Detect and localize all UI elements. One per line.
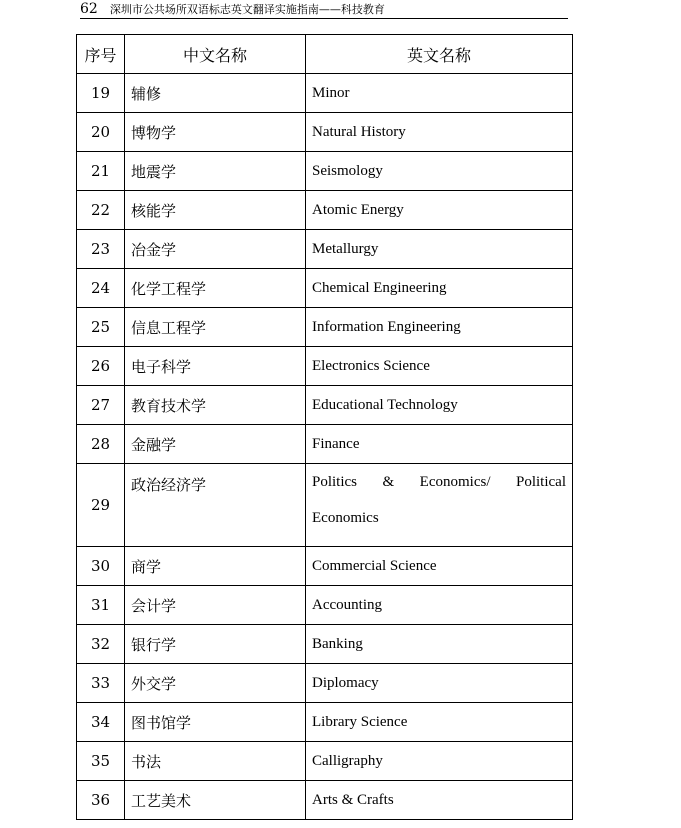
row-english-name: Arts & Crafts <box>306 781 573 820</box>
table-row <box>77 425 573 464</box>
row-number: 28 <box>77 425 125 464</box>
row-number: 19 <box>77 74 125 113</box>
row-number: 34 <box>77 703 125 742</box>
running-title: 深圳市公共场所双语标志英文翻译实施指南——科技教育 <box>109 3 385 16</box>
row-english-name: Electronics Science <box>306 347 573 386</box>
row-english-name: Banking <box>306 625 573 664</box>
row-number: 26 <box>77 347 125 386</box>
column-header-english: 英文名称 <box>306 35 573 74</box>
running-header <box>80 0 568 19</box>
row-chinese-name: 电子科学 <box>125 347 306 386</box>
row-number: 25 <box>77 308 125 347</box>
row-number: 20 <box>77 113 125 152</box>
column-header-chinese: 中文名称 <box>125 35 306 74</box>
row-chinese-name: 化学工程学 <box>125 269 306 308</box>
row-chinese-name: 书法 <box>125 742 306 781</box>
table-row <box>77 742 573 781</box>
row-number: 30 <box>77 547 125 586</box>
row-english-name: Seismology <box>306 152 573 191</box>
table-row <box>77 74 573 113</box>
table-row <box>77 269 573 308</box>
row-english-name: Library Science <box>306 703 573 742</box>
row-english-name: Calligraphy <box>306 742 573 781</box>
row-english-name: Accounting <box>306 586 573 625</box>
row-chinese-name: 信息工程学 <box>125 308 306 347</box>
row-chinese-name: 地震学 <box>125 152 306 191</box>
row-english-name: Politics & Economics/ Political Economics <box>306 464 573 547</box>
row-english-name: Natural History <box>306 113 573 152</box>
row-english-name: Minor <box>306 74 573 113</box>
row-chinese-name: 辅修 <box>125 74 306 113</box>
table-row <box>77 191 573 230</box>
row-english-name: Atomic Energy <box>306 191 573 230</box>
table-header-row <box>77 35 573 74</box>
table-row <box>77 464 573 547</box>
row-chinese-name: 教育技术学 <box>125 386 306 425</box>
row-chinese-name: 银行学 <box>125 625 306 664</box>
row-number: 21 <box>77 152 125 191</box>
row-english-name: Metallurgy <box>306 230 573 269</box>
row-chinese-name: 工艺美术 <box>125 781 306 820</box>
table-row <box>77 547 573 586</box>
row-number: 29 <box>77 464 125 547</box>
row-number: 36 <box>77 781 125 820</box>
row-number: 35 <box>77 742 125 781</box>
row-chinese-name: 图书馆学 <box>125 703 306 742</box>
row-chinese-name: 核能学 <box>125 191 306 230</box>
row-english-name: Information Engineering <box>306 308 573 347</box>
row-chinese-name: 金融学 <box>125 425 306 464</box>
page-number: 62 <box>80 1 98 17</box>
row-chinese-name: 外交学 <box>125 664 306 703</box>
row-number: 31 <box>77 586 125 625</box>
table-row <box>77 664 573 703</box>
table-row <box>77 586 573 625</box>
row-chinese-name: 商学 <box>125 547 306 586</box>
row-number: 32 <box>77 625 125 664</box>
glossary-table <box>76 34 573 820</box>
table-row <box>77 347 573 386</box>
row-number: 24 <box>77 269 125 308</box>
table-row <box>77 152 573 191</box>
column-header-number: 序号 <box>77 35 125 74</box>
table-row <box>77 308 573 347</box>
row-english-name: Commercial Science <box>306 547 573 586</box>
row-english-name: Diplomacy <box>306 664 573 703</box>
row-number: 33 <box>77 664 125 703</box>
row-english-name: Chemical Engineering <box>306 269 573 308</box>
table-row <box>77 625 573 664</box>
row-number: 22 <box>77 191 125 230</box>
row-chinese-name: 政治经济学 <box>125 464 306 547</box>
row-number: 27 <box>77 386 125 425</box>
table-row <box>77 230 573 269</box>
row-english-name: Educational Technology <box>306 386 573 425</box>
row-chinese-name: 博物学 <box>125 113 306 152</box>
table-row <box>77 781 573 820</box>
row-chinese-name: 冶金学 <box>125 230 306 269</box>
row-english-name: Finance <box>306 425 573 464</box>
table-row <box>77 386 573 425</box>
table-row <box>77 703 573 742</box>
row-chinese-name: 会计学 <box>125 586 306 625</box>
row-number: 23 <box>77 230 125 269</box>
table-row <box>77 113 573 152</box>
